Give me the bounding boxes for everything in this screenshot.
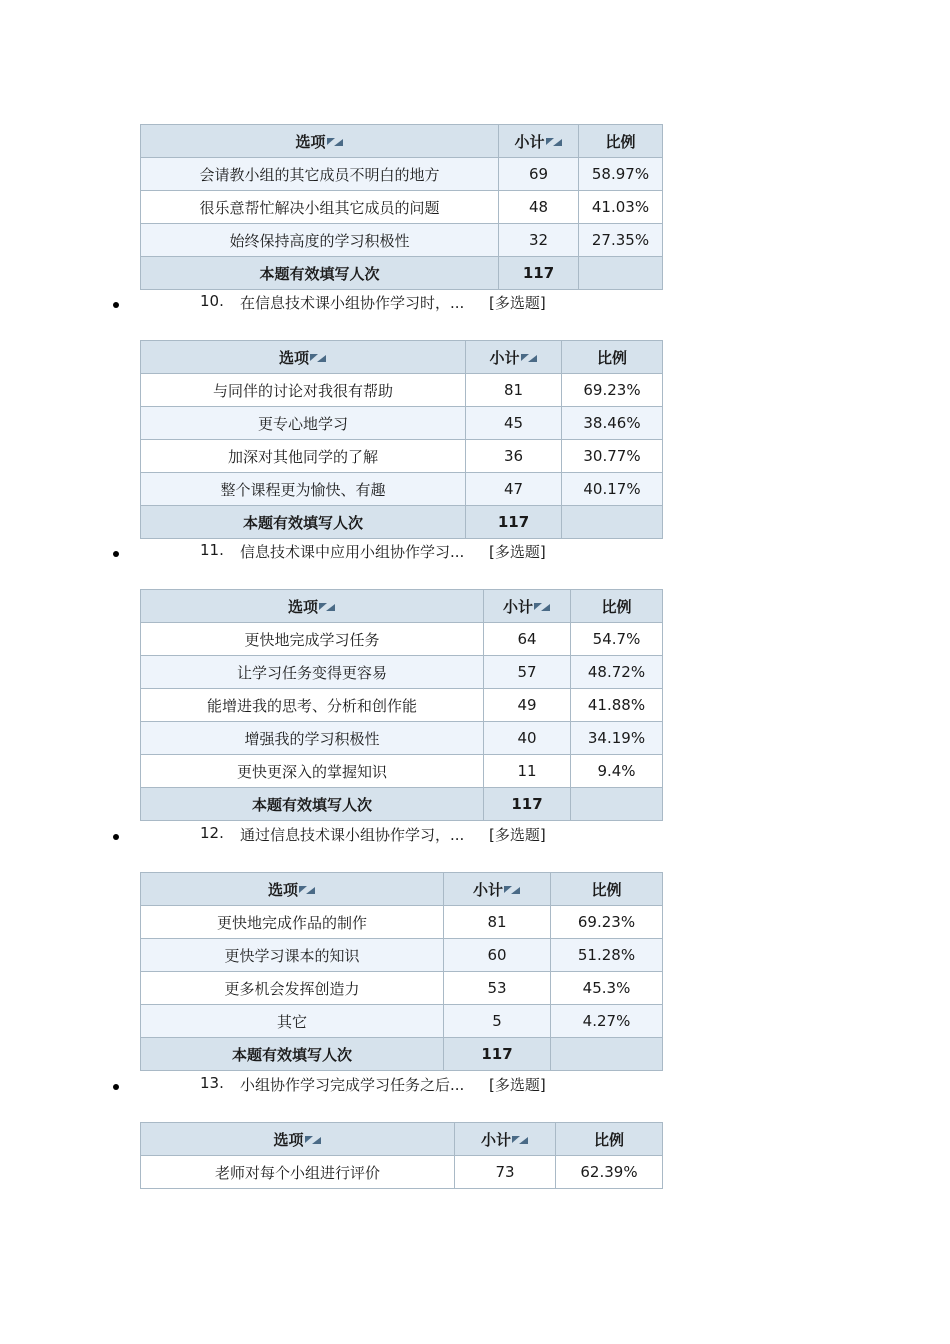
question-type: [多选题] bbox=[489, 543, 546, 561]
ratio-cell: 54.7% bbox=[571, 623, 663, 656]
ratio-cell: 41.88% bbox=[571, 689, 663, 722]
count-header[interactable]: 小计 bbox=[499, 125, 579, 158]
count-cell: 60 bbox=[444, 939, 551, 972]
table-header-row bbox=[141, 341, 663, 374]
total-label: 本题有效填写人次 bbox=[141, 1038, 444, 1071]
table-row bbox=[141, 158, 663, 191]
total-ratio bbox=[562, 506, 663, 539]
table-row bbox=[141, 224, 663, 257]
option-cell: 更快地完成作品的制作 bbox=[141, 906, 444, 939]
option-header[interactable]: 选项 bbox=[141, 590, 484, 623]
question-13 bbox=[0, 1074, 950, 1105]
table-row bbox=[141, 755, 663, 788]
total-label: 本题有效填写人次 bbox=[141, 506, 466, 539]
sort-icon[interactable] bbox=[299, 886, 316, 895]
table-row bbox=[141, 722, 663, 755]
ratio-header: 比例 bbox=[571, 590, 663, 623]
bullet-icon bbox=[113, 302, 119, 308]
table-header-row bbox=[141, 125, 663, 158]
question-title[interactable]: 信息技术课中应用小组协作学习... bbox=[240, 543, 465, 561]
total-row bbox=[141, 257, 663, 290]
ratio-header: 比例 bbox=[556, 1123, 663, 1156]
table-header-row bbox=[141, 1123, 663, 1156]
total-row bbox=[141, 1038, 663, 1071]
total-label: 本题有效填写人次 bbox=[141, 257, 499, 290]
count-cell: 45 bbox=[466, 407, 562, 440]
ratio-cell: 51.28% bbox=[551, 939, 663, 972]
results-table-11 bbox=[140, 589, 663, 821]
table-row bbox=[141, 623, 663, 656]
table-row bbox=[141, 407, 663, 440]
results-table-9 bbox=[140, 124, 663, 290]
count-cell: 69 bbox=[499, 158, 579, 191]
bullet-icon bbox=[113, 551, 119, 557]
ratio-cell: 48.72% bbox=[571, 656, 663, 689]
option-cell: 与同伴的讨论对我很有帮助 bbox=[141, 374, 466, 407]
option-header[interactable]: 选项 bbox=[141, 125, 499, 158]
count-cell: 81 bbox=[466, 374, 562, 407]
total-ratio bbox=[551, 1038, 663, 1071]
sort-icon[interactable] bbox=[327, 138, 344, 147]
question-number: 11. bbox=[200, 541, 224, 559]
total-ratio bbox=[571, 788, 663, 821]
count-cell: 47 bbox=[466, 473, 562, 506]
question-number: 10. bbox=[200, 292, 224, 310]
question-title[interactable]: 在信息技术课小组协作学习时，... bbox=[240, 294, 465, 312]
question-title[interactable]: 通过信息技术课小组协作学习，... bbox=[240, 826, 465, 844]
ratio-cell: 34.19% bbox=[571, 722, 663, 755]
count-cell: 53 bbox=[444, 972, 551, 1005]
ratio-cell: 40.17% bbox=[562, 473, 663, 506]
total-row bbox=[141, 788, 663, 821]
ratio-cell: 27.35% bbox=[579, 224, 663, 257]
ratio-cell: 38.46% bbox=[562, 407, 663, 440]
count-header[interactable]: 小计 bbox=[466, 341, 562, 374]
count-header[interactable]: 小计 bbox=[484, 590, 571, 623]
sort-icon[interactable] bbox=[534, 603, 551, 612]
total-count: 117 bbox=[444, 1038, 551, 1071]
results-table-10 bbox=[140, 340, 663, 539]
count-cell: 64 bbox=[484, 623, 571, 656]
option-cell: 更快地完成学习任务 bbox=[141, 623, 484, 656]
count-cell: 57 bbox=[484, 656, 571, 689]
count-cell: 81 bbox=[444, 906, 551, 939]
total-count: 117 bbox=[484, 788, 571, 821]
count-cell: 73 bbox=[455, 1156, 556, 1189]
option-cell: 让学习任务变得更容易 bbox=[141, 656, 484, 689]
ratio-cell: 9.4% bbox=[571, 755, 663, 788]
option-cell: 其它 bbox=[141, 1005, 444, 1038]
question-type: [多选题] bbox=[489, 826, 546, 844]
question-type: [多选题] bbox=[489, 294, 546, 312]
ratio-cell: 58.97% bbox=[579, 158, 663, 191]
option-header[interactable]: 选项 bbox=[141, 341, 466, 374]
option-header[interactable]: 选项 bbox=[141, 1123, 455, 1156]
count-cell: 11 bbox=[484, 755, 571, 788]
total-count: 117 bbox=[499, 257, 579, 290]
option-cell: 老师对每个小组进行评价 bbox=[141, 1156, 455, 1189]
table-row bbox=[141, 656, 663, 689]
count-cell: 40 bbox=[484, 722, 571, 755]
question-10 bbox=[0, 292, 950, 323]
question-number: 13. bbox=[200, 1074, 224, 1092]
count-cell: 32 bbox=[499, 224, 579, 257]
option-cell: 整个课程更为愉快、有趣 bbox=[141, 473, 466, 506]
ratio-cell: 4.27% bbox=[551, 1005, 663, 1038]
option-cell: 能增进我的思考、分析和创作能 bbox=[141, 689, 484, 722]
question-type: [多选题] bbox=[489, 1076, 546, 1094]
option-cell: 更多机会发挥创造力 bbox=[141, 972, 444, 1005]
sort-icon[interactable] bbox=[504, 886, 521, 895]
option-cell: 更快更深入的掌握知识 bbox=[141, 755, 484, 788]
ratio-cell: 62.39% bbox=[556, 1156, 663, 1189]
count-header[interactable]: 小计 bbox=[444, 873, 551, 906]
bullet-icon bbox=[113, 1084, 119, 1090]
question-11 bbox=[0, 541, 950, 572]
option-cell: 始终保持高度的学习积极性 bbox=[141, 224, 499, 257]
total-ratio bbox=[579, 257, 663, 290]
sort-icon[interactable] bbox=[305, 1136, 322, 1145]
question-12 bbox=[0, 824, 950, 855]
table-header-row bbox=[141, 873, 663, 906]
table-header-row bbox=[141, 590, 663, 623]
table-row bbox=[141, 374, 663, 407]
ratio-header: 比例 bbox=[551, 873, 663, 906]
table-row bbox=[141, 1156, 663, 1189]
ratio-header: 比例 bbox=[579, 125, 663, 158]
bullet-icon bbox=[113, 834, 119, 840]
table-row bbox=[141, 939, 663, 972]
ratio-cell: 45.3% bbox=[551, 972, 663, 1005]
sort-icon[interactable] bbox=[319, 603, 336, 612]
total-count: 117 bbox=[466, 506, 562, 539]
table-row bbox=[141, 1005, 663, 1038]
ratio-cell: 69.23% bbox=[551, 906, 663, 939]
sort-icon[interactable] bbox=[512, 1136, 529, 1145]
table-row bbox=[141, 972, 663, 1005]
question-number: 12. bbox=[200, 824, 224, 842]
option-header[interactable]: 选项 bbox=[141, 873, 444, 906]
option-cell: 很乐意帮忙解决小组其它成员的问题 bbox=[141, 191, 499, 224]
option-cell: 增强我的学习积极性 bbox=[141, 722, 484, 755]
table-row bbox=[141, 689, 663, 722]
count-cell: 48 bbox=[499, 191, 579, 224]
option-cell: 更快学习课本的知识 bbox=[141, 939, 444, 972]
ratio-cell: 41.03% bbox=[579, 191, 663, 224]
count-cell: 36 bbox=[466, 440, 562, 473]
sort-icon[interactable] bbox=[521, 354, 538, 363]
ratio-header: 比例 bbox=[562, 341, 663, 374]
results-table-12 bbox=[140, 872, 663, 1071]
table-row bbox=[141, 906, 663, 939]
table-row bbox=[141, 473, 663, 506]
count-cell: 5 bbox=[444, 1005, 551, 1038]
sort-icon[interactable] bbox=[310, 354, 327, 363]
total-row bbox=[141, 506, 663, 539]
count-cell: 49 bbox=[484, 689, 571, 722]
total-label: 本题有效填写人次 bbox=[141, 788, 484, 821]
table-row bbox=[141, 191, 663, 224]
option-cell: 会请教小组的其它成员不明白的地方 bbox=[141, 158, 499, 191]
ratio-cell: 30.77% bbox=[562, 440, 663, 473]
count-header[interactable]: 小计 bbox=[455, 1123, 556, 1156]
results-table-13 bbox=[140, 1122, 663, 1189]
option-cell: 更专心地学习 bbox=[141, 407, 466, 440]
table-row bbox=[141, 440, 663, 473]
question-title[interactable]: 小组协作学习完成学习任务之后... bbox=[240, 1076, 465, 1094]
ratio-cell: 69.23% bbox=[562, 374, 663, 407]
sort-icon[interactable] bbox=[546, 138, 563, 147]
option-cell: 加深对其他同学的了解 bbox=[141, 440, 466, 473]
